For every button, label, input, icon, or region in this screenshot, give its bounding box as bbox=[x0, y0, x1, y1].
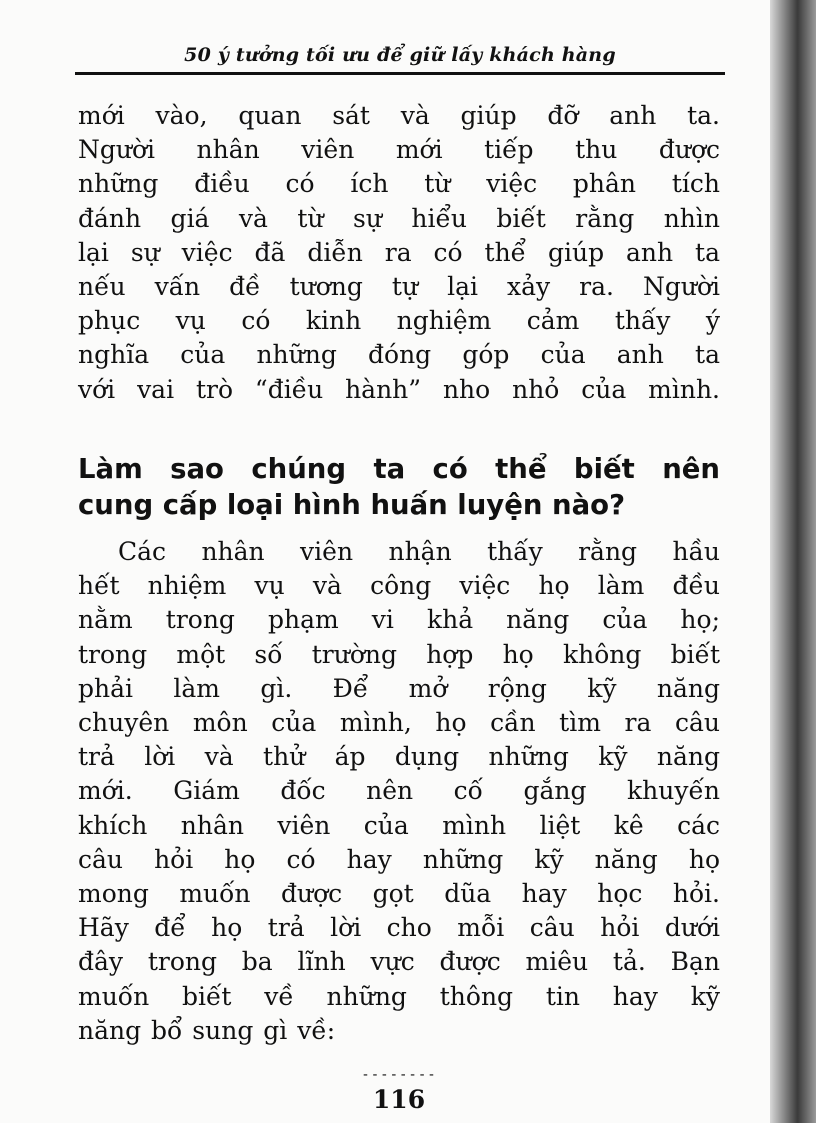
text-line: Các nhân viên nhận thấy rằng hầu bbox=[118, 537, 720, 566]
heading-line: Làm sao chúng ta có thể biết nên bbox=[78, 453, 720, 485]
text-line: mới vào, quan sát và giúp đỡ anh ta. bbox=[78, 101, 720, 130]
text-line: những điều có ích từ việc phân tích bbox=[78, 169, 720, 199]
text-line: nghĩa của những đóng góp của anh ta bbox=[78, 340, 720, 370]
section-heading bbox=[78, 451, 720, 523]
header-rule bbox=[75, 72, 725, 75]
text-line: chuyên môn của mình, họ cần tìm ra câu bbox=[78, 708, 720, 738]
page-number-ornament: -------- bbox=[361, 1067, 437, 1083]
text-line: năng bổ sung gì về: bbox=[78, 1015, 336, 1045]
text-line: hết nhiệm vụ và công việc họ làm đều bbox=[78, 571, 720, 601]
text-line: phục vụ có kinh nghiệm cảm thấy ý bbox=[78, 306, 720, 336]
text-line: đây trong ba lĩnh vực được miêu tả. Bạn bbox=[78, 947, 720, 977]
paragraph-training bbox=[78, 535, 720, 1048]
text-line: trong một số trường hợp họ không biết bbox=[78, 639, 720, 669]
text-line: đánh giá và từ sự hiểu biết rằng nhìn bbox=[78, 203, 720, 233]
text-line: mới. Giám đốc nên cố gắng khuyến bbox=[78, 776, 720, 806]
heading-line: cung cấp loại hình huấn luyện nào? bbox=[78, 489, 626, 521]
text-line: lại sự việc đã diễn ra có thể giúp anh ta bbox=[78, 237, 720, 267]
running-header: 50 ý tưởng tối ưu để giữ lấy khách hàng bbox=[184, 44, 616, 66]
text-line: Người nhân viên mới tiếp thu được bbox=[78, 135, 720, 165]
page-edge-shadow bbox=[770, 0, 816, 1123]
text-line: khích nhân viên của mình liệt kê các bbox=[78, 810, 720, 840]
paragraph-continuation bbox=[78, 99, 720, 407]
text-line: với vai trò “điều hành” nho nhỏ của mình. bbox=[78, 374, 720, 404]
text-line: trả lời và thử áp dụng những kỹ năng bbox=[78, 742, 720, 772]
text-line: muốn biết về những thông tin hay kỹ bbox=[78, 981, 720, 1011]
text-line: câu hỏi họ có hay những kỹ năng họ bbox=[78, 844, 720, 874]
text-line: Hãy để họ trả lời cho mỗi câu hỏi dưới bbox=[78, 913, 720, 943]
text-line: nằm trong phạm vi khả năng của họ; bbox=[78, 605, 720, 635]
text-line: phải làm gì. Để mở rộng kỹ năng bbox=[78, 673, 720, 703]
text-line: nếu vấn đề tương tự lại xảy ra. Người bbox=[78, 272, 720, 302]
page-number: 116 bbox=[372, 1085, 426, 1114]
text-line: mong muốn được gọt dũa hay học hỏi. bbox=[78, 879, 720, 909]
